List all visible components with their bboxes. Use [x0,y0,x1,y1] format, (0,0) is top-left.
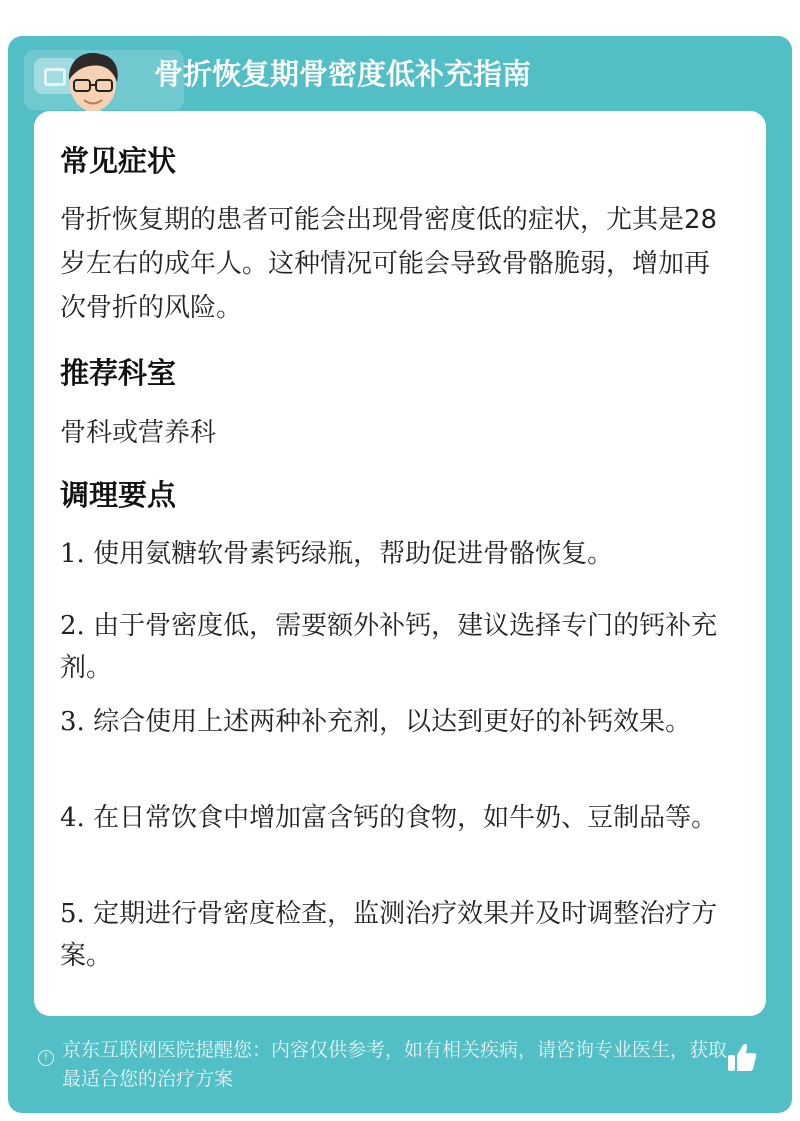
symptoms-text: 骨折恢复期的患者可能会出现骨密度低的症状，尤其是28岁左右的成年人。这种情况可能会导致骨骼脆弱，增加再次骨折的风险。 [60,205,718,323]
list-item-number: 1. [60,539,85,569]
content-card [34,111,766,1016]
section-heading-care: 调理要点 [60,478,177,512]
list-item-number: 2. [60,611,85,641]
page-frame [8,36,792,1113]
list-item [60,605,732,689]
page-title: 骨折恢复期骨密度低补充指南 [154,57,532,91]
footer-notice: 京东互联网医院提醒您：内容仅供参考，如有相关疾病，请咨询专业医生，获取最适合您的治疗方案 [62,1039,728,1090]
thumbs-up-icon[interactable] [724,1040,760,1076]
list-item [60,533,732,575]
list-item [60,797,732,839]
list-item-text: 由于骨密度低，需要额外补钙，建议选择专门的钙补充剂。 [60,611,718,683]
list-item-text: 在日常饮食中增加富含钙的食物，如牛奶、豆制品等。 [93,803,718,833]
section-heading-symptoms: 常见症状 [60,144,177,178]
footer [8,1030,792,1113]
list-item-text: 定期进行骨密度检查，监测治疗效果并及时调整治疗方案。 [60,899,718,971]
info-icon: ! [38,1050,54,1066]
list-item-number: 5. [60,899,85,929]
department-text: 骨科或营养科 [60,418,217,448]
list-item [60,701,732,743]
list-item-number: 4. [60,803,85,833]
list-item-number: 3. [60,707,85,737]
list-item-text: 使用氨糖软骨素钙绿瓶，帮助促进骨骼恢复。 [93,539,614,569]
list-item-text: 综合使用上述两种补充剂，以达到更好的补钙效果。 [93,707,692,737]
list-item [60,893,732,977]
section-heading-department: 推荐科室 [60,356,177,390]
